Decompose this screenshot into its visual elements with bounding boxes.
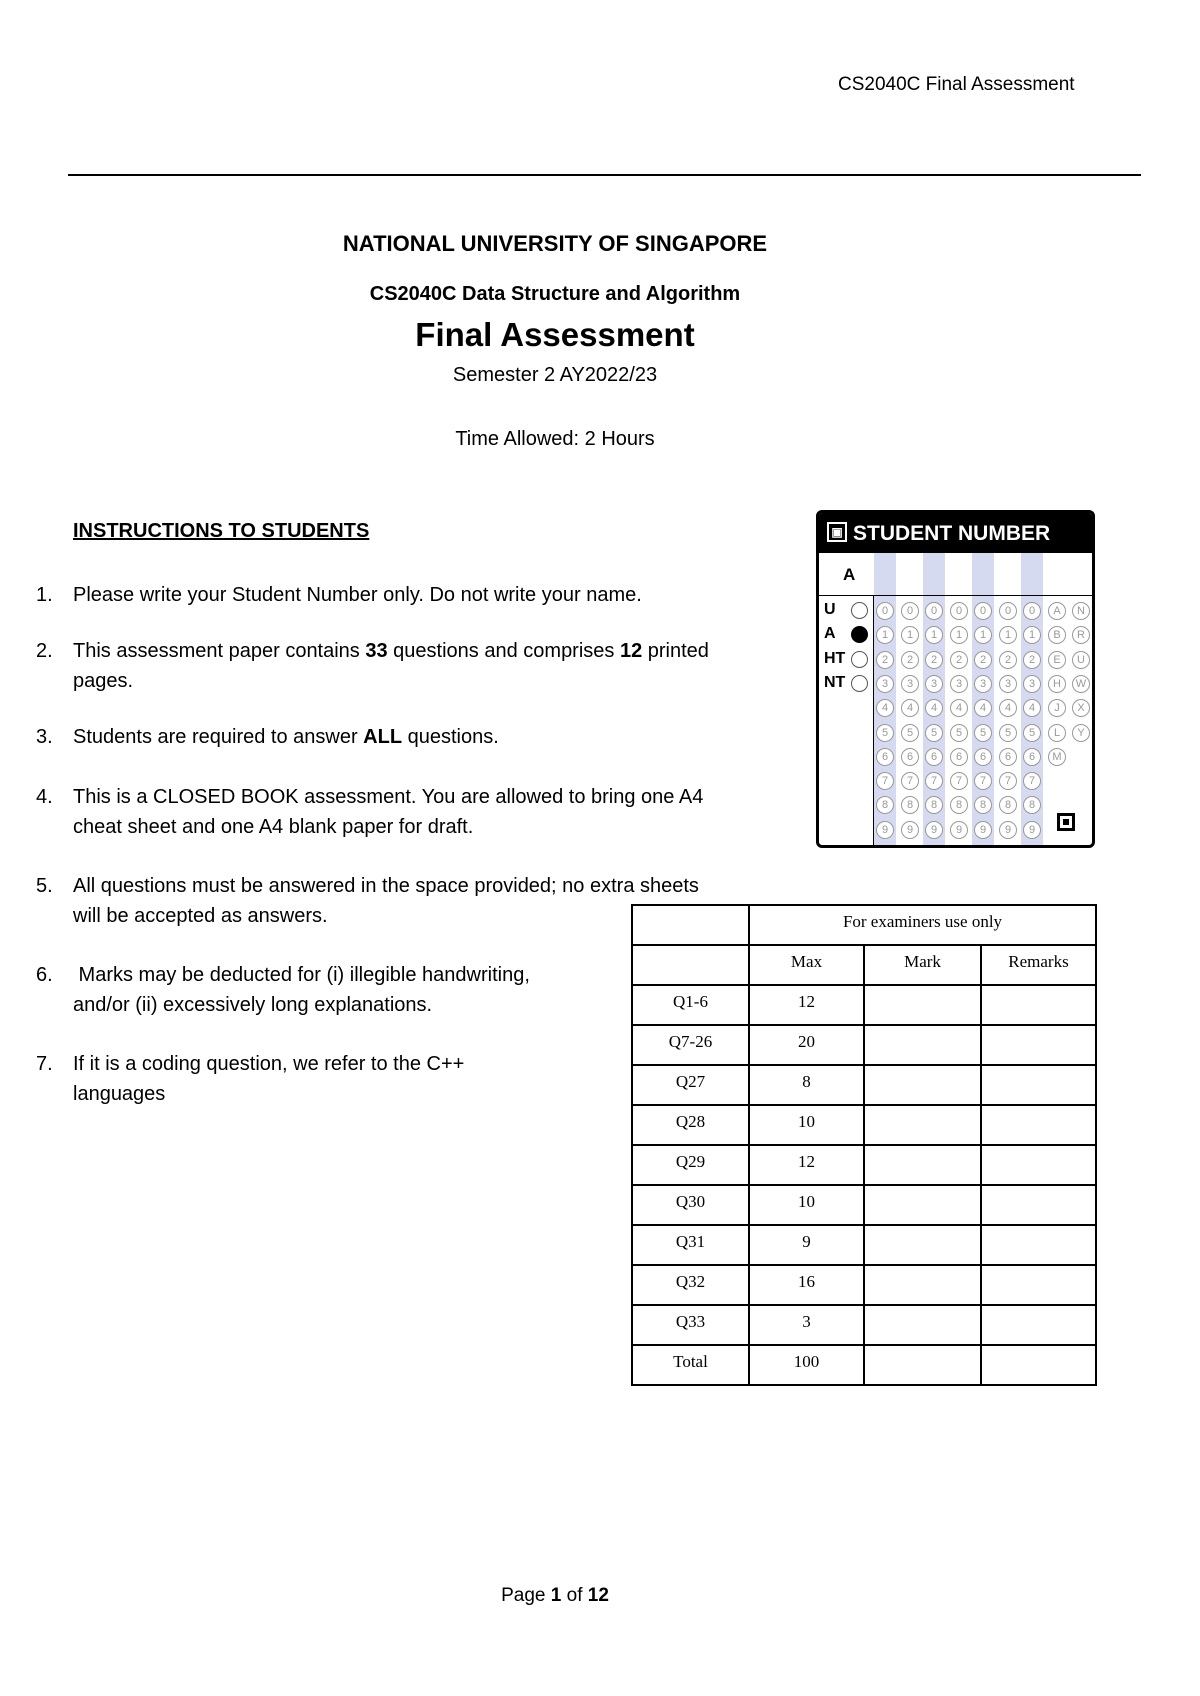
remarks-cell[interactable] xyxy=(981,1105,1096,1145)
remarks-cell[interactable] xyxy=(981,1305,1096,1345)
letter-bubble[interactable]: M xyxy=(1048,748,1066,766)
max-cell: 8 xyxy=(749,1065,864,1105)
table-row xyxy=(632,1345,1096,1385)
time-allowed: Time Allowed: 2 Hours xyxy=(455,428,655,450)
instruction-line: Students are required to answer ALL questions. xyxy=(73,726,499,748)
instruction-line: All questions must be answered in the space provided; no extra sheets xyxy=(73,875,699,897)
remarks-cell[interactable] xyxy=(981,1345,1096,1385)
instruction-line: Please write your Student Number only. Do not write your name. xyxy=(73,584,642,606)
digit-bubble[interactable]: 1 xyxy=(950,626,968,644)
instruction-line: cheat sheet and one A4 blank paper for draft. xyxy=(73,816,474,838)
mark-cell[interactable] xyxy=(864,1345,981,1385)
question-cell: Q33 xyxy=(632,1305,749,1345)
instruction-item xyxy=(36,636,796,696)
column-header: Mark xyxy=(864,945,981,985)
question-cell: Q7-26 xyxy=(632,1025,749,1065)
letter-bubble[interactable]: X xyxy=(1072,699,1090,717)
digit-bubble[interactable]: 1 xyxy=(974,626,992,644)
student-number-header xyxy=(819,513,1092,553)
table-row xyxy=(632,1145,1096,1185)
column-header: Max xyxy=(749,945,864,985)
max-cell: 10 xyxy=(749,1105,864,1145)
digit-bubble[interactable]: 9 xyxy=(950,821,968,839)
digit-bubble[interactable]: 4 xyxy=(1023,699,1041,717)
examiners-marks-table xyxy=(631,904,1097,1386)
table-row xyxy=(632,1185,1096,1225)
digit-bubble[interactable]: 6 xyxy=(1023,748,1041,766)
student-number-prefix: A xyxy=(843,565,856,584)
instruction-line: pages. xyxy=(73,670,134,692)
digit-bubble[interactable]: 4 xyxy=(901,699,919,717)
max-cell: 12 xyxy=(749,985,864,1025)
instructions-title: INSTRUCTIONS TO STUDENTS xyxy=(73,520,370,542)
digit-bubble[interactable]: 5 xyxy=(901,724,919,742)
instruction-line: This is a CLOSED BOOK assessment. You are allowed to bring one A4 xyxy=(73,786,704,808)
digit-bubble[interactable]: 1 xyxy=(901,626,919,644)
table-header-row xyxy=(632,905,1096,945)
digit-bubble[interactable]: 2 xyxy=(974,651,992,669)
instruction-line: will be accepted as answers. xyxy=(73,905,328,927)
mark-cell[interactable] xyxy=(864,1145,981,1185)
table-cell xyxy=(632,905,749,945)
digit-bubble[interactable]: 8 xyxy=(1023,796,1041,814)
digit-bubble[interactable]: 6 xyxy=(925,748,943,766)
instruction-line: and/or (ii) excessively long explanations. xyxy=(73,994,433,1016)
question-cell: Q28 xyxy=(632,1105,749,1145)
page-number: 1 xyxy=(550,1585,562,1606)
max-cell: 9 xyxy=(749,1225,864,1265)
digit-bubble[interactable]: 4 xyxy=(876,699,894,717)
digit-bubble[interactable]: 8 xyxy=(876,796,894,814)
digit-bubble[interactable]: 3 xyxy=(974,675,992,693)
instruction-line: Marks may be deducted for (i) illegible handwriting, xyxy=(73,964,530,986)
letter-bubble[interactable]: W xyxy=(1072,675,1090,693)
question-cell: Q32 xyxy=(632,1265,749,1305)
scan-logo-icon: ▣ xyxy=(827,522,847,542)
letter-bubble[interactable]: B xyxy=(1048,626,1066,644)
assessment-title: Final Assessment xyxy=(415,316,695,353)
instruction-item xyxy=(36,580,796,610)
instruction-line: If it is a coding question, we refer to the C++ xyxy=(73,1053,465,1075)
table-row xyxy=(632,1025,1096,1065)
digit-bubble[interactable]: 0 xyxy=(925,602,943,620)
question-cell: Q27 xyxy=(632,1065,749,1105)
digit-bubble[interactable]: 2 xyxy=(901,651,919,669)
mark-cell[interactable] xyxy=(864,985,981,1025)
digit-bubble[interactable]: 7 xyxy=(876,772,894,790)
digit-bubble[interactable]: 1 xyxy=(999,626,1017,644)
digit-bubble[interactable]: 5 xyxy=(950,724,968,742)
max-cell: 12 xyxy=(749,1145,864,1185)
digit-bubble[interactable]: 3 xyxy=(901,675,919,693)
option-label: NT xyxy=(824,673,846,691)
question-cell: Q29 xyxy=(632,1145,749,1185)
digit-bubble[interactable]: 9 xyxy=(876,821,894,839)
option-bubble-selected[interactable] xyxy=(851,626,868,643)
digit-bubble[interactable]: 7 xyxy=(999,772,1017,790)
digit-bubble[interactable]: 5 xyxy=(876,724,894,742)
letter-bubble[interactable]: Y xyxy=(1072,724,1090,742)
digit-bubble[interactable]: 5 xyxy=(999,724,1017,742)
letter-bubble[interactable]: L xyxy=(1048,724,1066,742)
digit-bubble[interactable]: 2 xyxy=(999,651,1017,669)
table-row xyxy=(632,1065,1096,1105)
digit-bubble[interactable]: 9 xyxy=(925,821,943,839)
max-cell: 3 xyxy=(749,1305,864,1345)
digit-bubble[interactable]: 0 xyxy=(974,602,992,620)
course-title: CS2040C Data Structure and Algorithm xyxy=(369,283,741,305)
digit-bubble[interactable]: 0 xyxy=(876,602,894,620)
digit-bubble[interactable]: 2 xyxy=(876,651,894,669)
examiners-only-header: For examiners use only xyxy=(749,905,1096,945)
digit-bubble[interactable]: 5 xyxy=(974,724,992,742)
digit-bubble[interactable]: 4 xyxy=(974,699,992,717)
mark-cell[interactable] xyxy=(864,1185,981,1225)
digit-bubble[interactable]: 3 xyxy=(999,675,1017,693)
digit-bubble[interactable]: 4 xyxy=(999,699,1017,717)
digit-bubble[interactable]: 6 xyxy=(876,748,894,766)
option-bubble[interactable] xyxy=(851,602,868,619)
digit-bubble[interactable]: 4 xyxy=(950,699,968,717)
digit-bubble[interactable]: 0 xyxy=(901,602,919,620)
instruction-item xyxy=(36,722,796,752)
box-divider xyxy=(819,595,1092,596)
option-label: A xyxy=(824,625,836,643)
digit-bubble[interactable]: 9 xyxy=(974,821,992,839)
digit-bubble[interactable]: 1 xyxy=(1023,626,1041,644)
table-row xyxy=(632,1225,1096,1265)
digit-bubble[interactable]: 8 xyxy=(999,796,1017,814)
table-cell xyxy=(632,945,749,985)
digit-bubble[interactable]: 8 xyxy=(925,796,943,814)
digit-bubble[interactable]: 6 xyxy=(974,748,992,766)
digit-bubble[interactable]: 7 xyxy=(901,772,919,790)
digit-bubble[interactable]: 9 xyxy=(999,821,1017,839)
page-footer xyxy=(0,1585,1110,1607)
digit-bubble[interactable]: 2 xyxy=(1023,651,1041,669)
letter-bubble[interactable]: R xyxy=(1072,626,1090,644)
digit-bubble[interactable]: 8 xyxy=(901,796,919,814)
digit-bubble[interactable]: 0 xyxy=(999,602,1017,620)
instruction-number: 2. xyxy=(36,640,53,662)
university-name: NATIONAL UNIVERSITY OF SINGAPORE xyxy=(342,231,768,256)
digit-bubble[interactable]: 2 xyxy=(925,651,943,669)
box-divider xyxy=(873,595,874,845)
digit-bubble[interactable]: 7 xyxy=(925,772,943,790)
digit-bubble[interactable]: 7 xyxy=(950,772,968,790)
digit-bubble[interactable]: 7 xyxy=(1023,772,1041,790)
option-bubble[interactable] xyxy=(851,651,868,668)
option-label: U xyxy=(824,601,836,618)
max-cell: 100 xyxy=(749,1345,864,1385)
remarks-cell[interactable] xyxy=(981,1065,1096,1105)
instruction-item xyxy=(36,782,796,842)
instruction-number: 5. xyxy=(36,875,53,897)
digit-bubble[interactable]: 9 xyxy=(1023,821,1041,839)
letter-bubble[interactable]: H xyxy=(1048,675,1066,693)
footer-mid: of xyxy=(561,1585,588,1606)
mark-cell[interactable] xyxy=(864,1105,981,1145)
mark-cell[interactable] xyxy=(864,1065,981,1105)
digit-bubble[interactable]: 3 xyxy=(1023,675,1041,693)
digit-bubble[interactable]: 0 xyxy=(1023,602,1041,620)
table-row xyxy=(632,1305,1096,1345)
letter-bubble[interactable]: J xyxy=(1048,699,1066,717)
student-number-box xyxy=(816,510,1095,848)
remarks-cell[interactable] xyxy=(981,1025,1096,1065)
digit-bubble[interactable]: 5 xyxy=(1023,724,1041,742)
student-number-title: STUDENT NUMBER xyxy=(853,522,1051,545)
table-row xyxy=(632,985,1096,1025)
remarks-cell[interactable] xyxy=(981,1225,1096,1265)
digit-bubble[interactable]: 7 xyxy=(974,772,992,790)
instruction-line: languages xyxy=(73,1083,166,1105)
header-rule xyxy=(68,174,1141,176)
digit-bubble[interactable]: 0 xyxy=(950,602,968,620)
digit-bubble[interactable]: 1 xyxy=(925,626,943,644)
running-header: CS2040C Final Assessment xyxy=(838,74,1075,95)
question-cell: Q30 xyxy=(632,1185,749,1225)
digit-bubble[interactable]: 3 xyxy=(876,675,894,693)
mark-cell[interactable] xyxy=(864,1265,981,1305)
instruction-number: 4. xyxy=(36,786,53,808)
question-cell: Q31 xyxy=(632,1225,749,1265)
table-header-row xyxy=(632,945,1096,985)
digit-bubble[interactable]: 9 xyxy=(901,821,919,839)
letter-bubble[interactable]: E xyxy=(1048,651,1066,669)
digit-bubble[interactable]: 3 xyxy=(950,675,968,693)
digit-bubble[interactable]: 6 xyxy=(999,748,1017,766)
digit-bubble[interactable]: 3 xyxy=(925,675,943,693)
max-cell: 10 xyxy=(749,1185,864,1225)
table-row xyxy=(632,1265,1096,1305)
mark-cell[interactable] xyxy=(864,1225,981,1265)
instruction-number: 6. xyxy=(36,964,53,986)
semester: Semester 2 AY2022/23 xyxy=(452,364,658,386)
max-cell: 16 xyxy=(749,1265,864,1305)
remarks-cell[interactable] xyxy=(981,1265,1096,1305)
option-bubble[interactable] xyxy=(851,675,868,692)
question-cell: Q1-6 xyxy=(632,985,749,1025)
page-total: 12 xyxy=(587,1585,609,1606)
table-row xyxy=(632,1105,1096,1145)
registration-mark-icon xyxy=(1057,813,1075,831)
instruction-number: 7. xyxy=(36,1053,53,1075)
instruction-number: 1. xyxy=(36,584,53,606)
digit-bubble[interactable]: 5 xyxy=(925,724,943,742)
letter-bubble[interactable]: U xyxy=(1072,651,1090,669)
letter-bubble[interactable]: N xyxy=(1072,602,1090,620)
marks-table-body xyxy=(632,905,1096,1385)
digit-bubble[interactable]: 6 xyxy=(901,748,919,766)
column-header: Remarks xyxy=(981,945,1096,985)
remarks-cell[interactable] xyxy=(981,985,1096,1025)
digit-bubble[interactable]: 1 xyxy=(876,626,894,644)
instruction-number: 3. xyxy=(36,726,53,748)
letter-bubble[interactable]: A xyxy=(1048,602,1066,620)
digit-bubble[interactable]: 4 xyxy=(925,699,943,717)
instruction-line: This assessment paper contains 33 questions and comprises 12 printed xyxy=(73,640,709,662)
digit-bubble[interactable]: 6 xyxy=(950,748,968,766)
digit-bubble[interactable]: 8 xyxy=(974,796,992,814)
remarks-cell[interactable] xyxy=(981,1185,1096,1225)
mark-cell[interactable] xyxy=(864,1305,981,1345)
footer-prefix: Page xyxy=(501,1585,551,1606)
remarks-cell[interactable] xyxy=(981,1145,1096,1185)
digit-bubble[interactable]: 2 xyxy=(950,651,968,669)
option-label: HT xyxy=(824,649,846,667)
digit-bubble[interactable]: 8 xyxy=(950,796,968,814)
question-cell: Total xyxy=(632,1345,749,1385)
mark-cell[interactable] xyxy=(864,1025,981,1065)
max-cell: 20 xyxy=(749,1025,864,1065)
